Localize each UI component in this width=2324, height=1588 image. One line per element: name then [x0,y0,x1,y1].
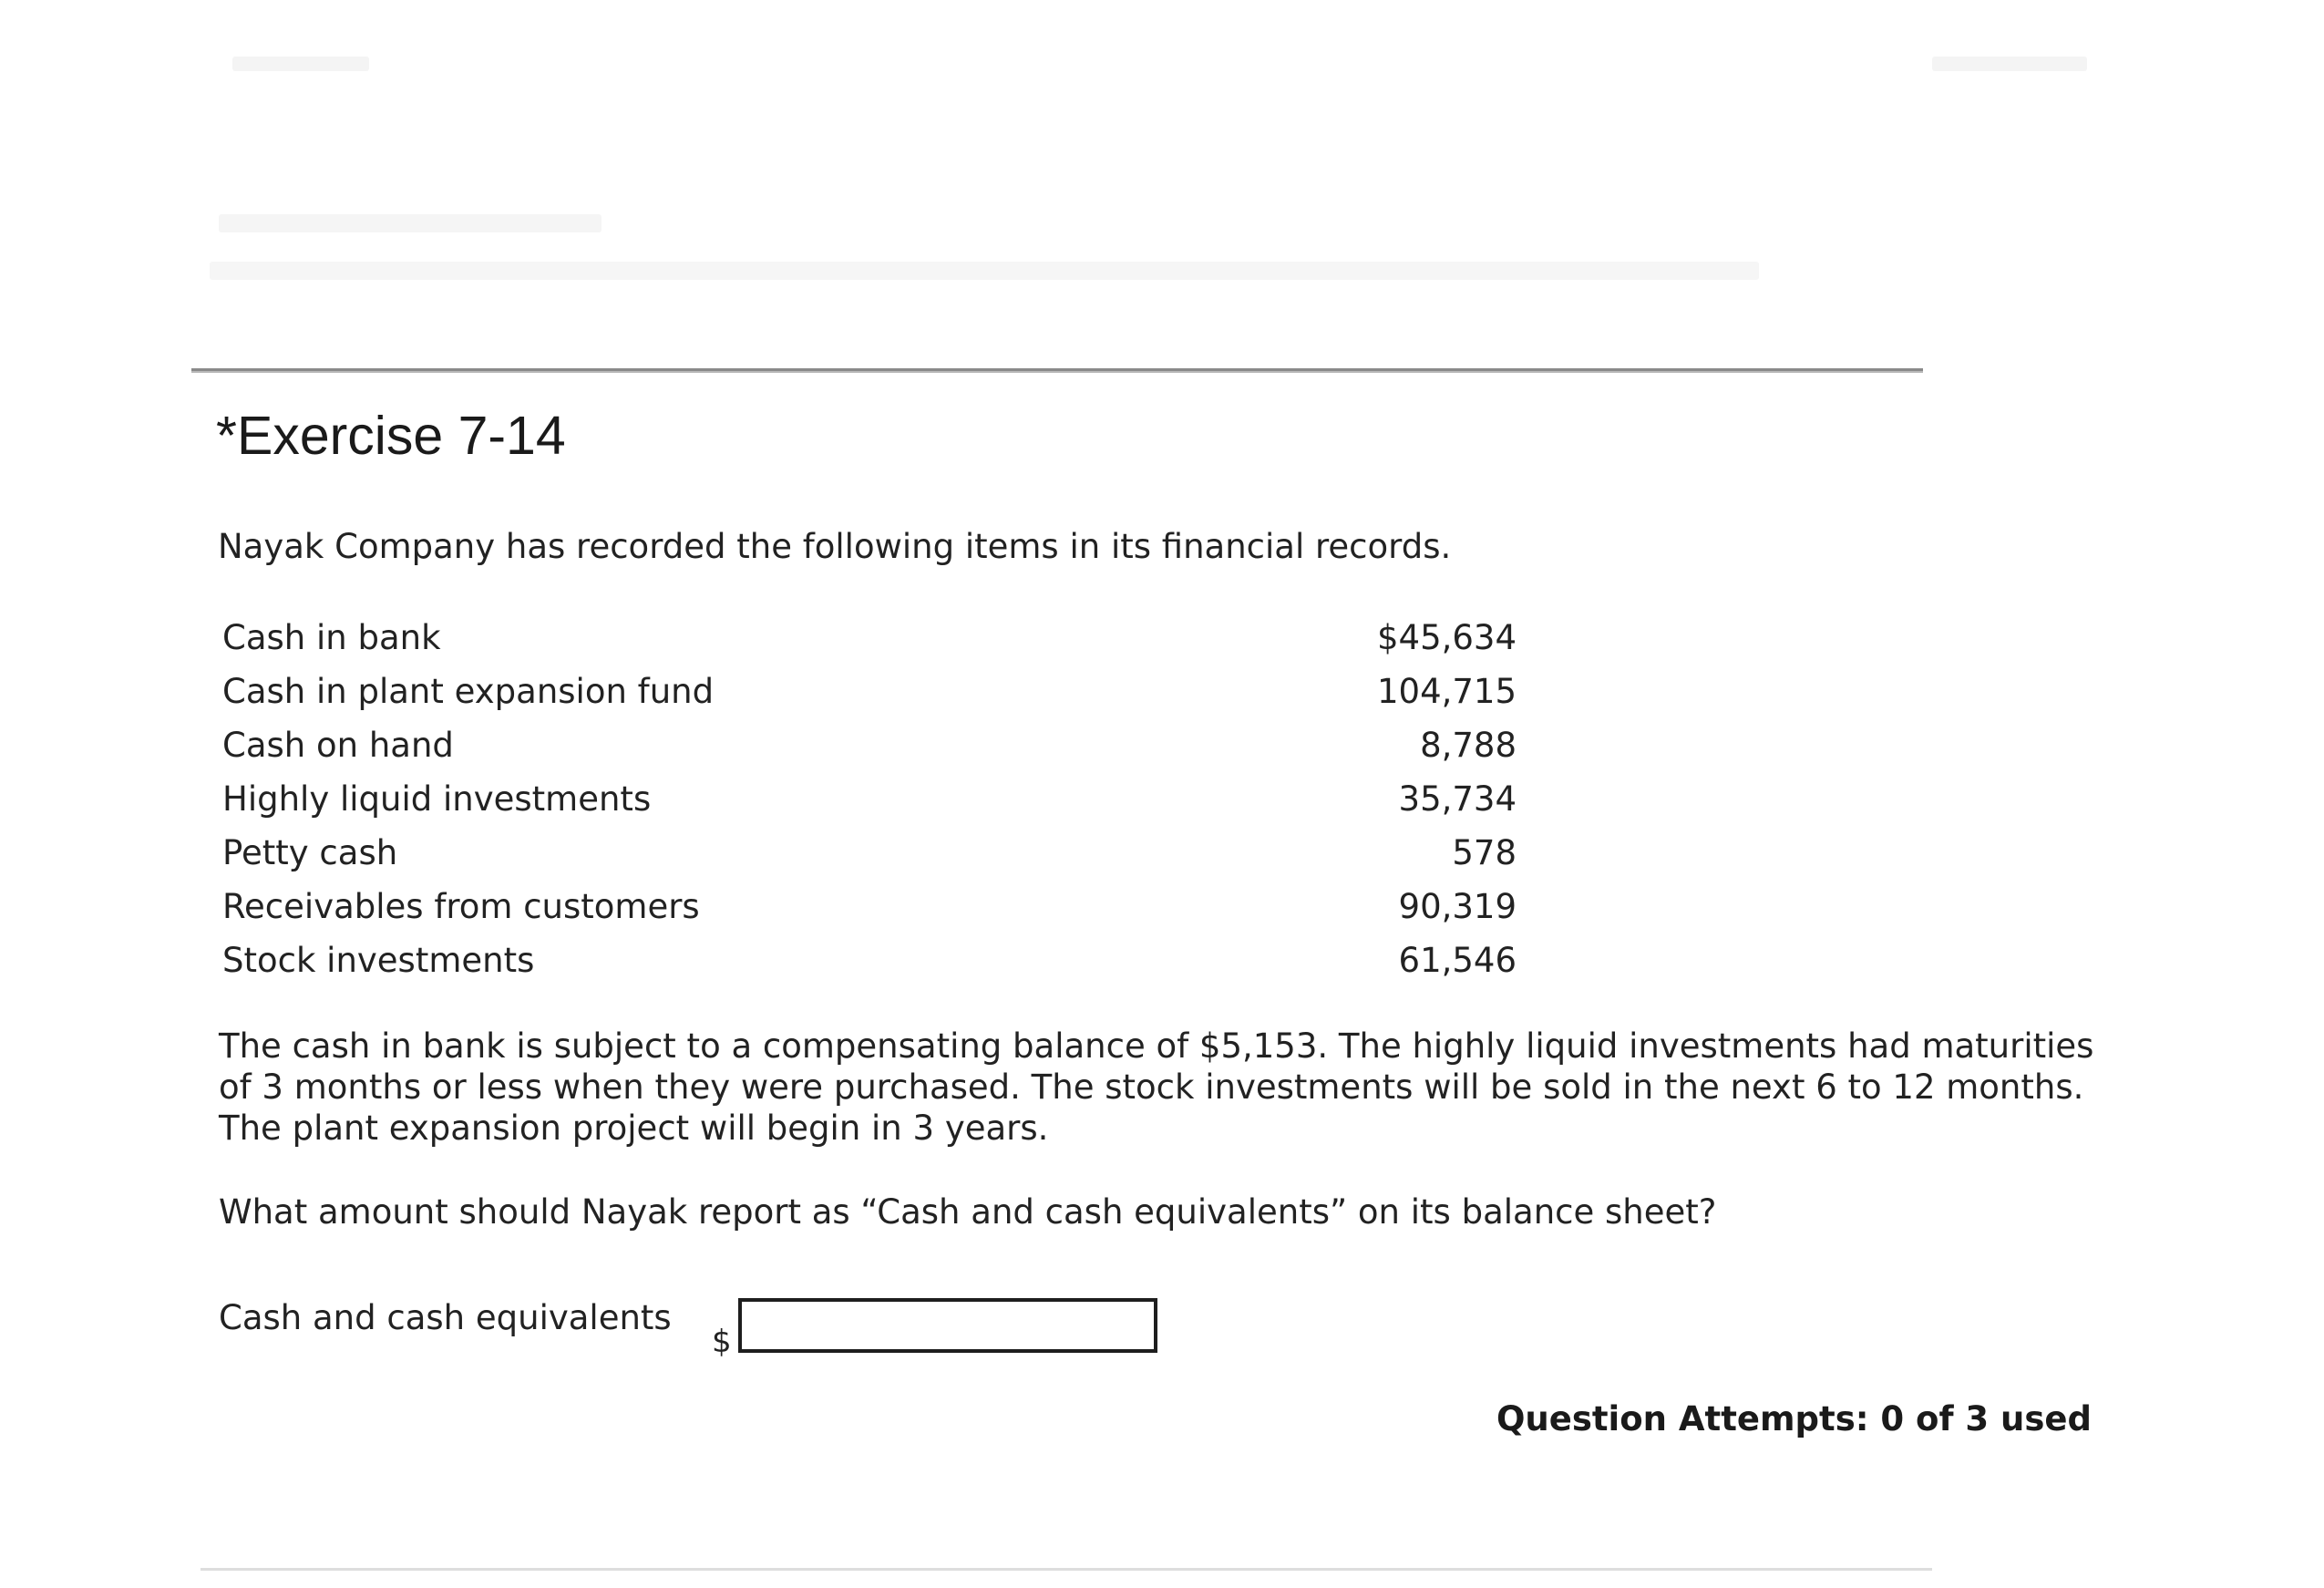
item-amount: 578 [1452,833,1517,872]
currency-symbol: $ [712,1324,732,1360]
item-amount: $45,634 [1376,618,1517,657]
faded-header-text [232,57,369,71]
item-label: Cash in plant expansion fund [222,672,715,711]
financial-items-table [222,611,1517,987]
faded-page-number [1932,57,2087,71]
exercise-question: What amount should Nayak report as “Cash and cash equivalents” on its balance sheet? [219,1192,1717,1232]
item-amount: 8,788 [1420,726,1517,765]
item-amount: 61,546 [1398,941,1517,980]
bottom-divider [201,1568,1932,1571]
table-row [222,933,1517,987]
table-row [222,611,1517,665]
faded-text-line [219,214,602,232]
item-label: Cash in bank [222,618,441,657]
item-label: Stock investments [222,941,535,980]
item-amount: 35,734 [1398,779,1517,819]
cash-equivalents-input[interactable] [738,1298,1157,1353]
exercise-intro: Nayak Company has recorded the following items in its financial records. [218,527,1452,566]
answer-label: Cash and cash equivalents [219,1298,672,1337]
table-row [222,880,1517,933]
section-divider [191,368,1923,373]
faded-text-line [210,262,1759,280]
item-label: Cash on hand [222,726,454,765]
table-row [222,665,1517,718]
table-row [222,772,1517,826]
item-label: Receivables from customers [222,887,700,926]
question-attempts: Question Attempts: 0 of 3 used [1496,1399,2092,1438]
table-row [222,718,1517,772]
item-label: Petty cash [222,833,398,872]
exercise-title: *Exercise 7-14 [216,406,566,466]
item-label: Highly liquid investments [222,779,652,819]
item-amount: 90,319 [1398,887,1517,926]
exercise-details: The cash in bank is subject to a compensating balance of $5,153. The highly liquid investments had maturities of 3 months or less when they were purchased. The stock investments will be sold in the next 6 to 12 months. The plant expansion project will begin in 3 years. [219,1026,2094,1148]
table-row [222,826,1517,880]
item-amount: 104,715 [1376,672,1517,711]
